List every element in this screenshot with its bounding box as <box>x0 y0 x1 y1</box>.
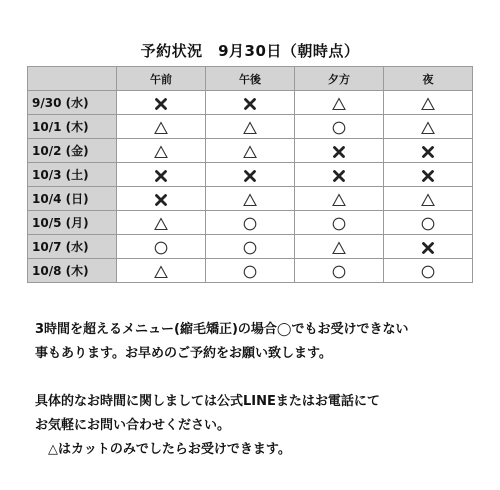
slot-cell <box>117 139 206 163</box>
slot-cell <box>295 211 384 235</box>
row-date: 10/4 (日) <box>28 187 117 211</box>
triangle-mark-icon <box>243 193 257 207</box>
slot-cell <box>117 91 206 115</box>
cross-mark-icon <box>332 145 346 159</box>
triangle-mark-icon <box>154 145 168 159</box>
column-header <box>28 67 117 91</box>
slot-cell <box>384 139 473 163</box>
table-row <box>28 115 473 139</box>
circle-mark-icon <box>243 241 257 255</box>
table-row <box>28 139 473 163</box>
reservation-table <box>27 66 473 283</box>
cross-mark-icon <box>243 169 257 183</box>
slot-cell <box>206 187 295 211</box>
notice-line: 3時間を超えるメニュー(縮毛矯正)の場合◯でもお受けできない <box>35 322 409 337</box>
slot-cell <box>384 187 473 211</box>
circle-mark-icon <box>332 217 346 231</box>
row-date: 10/7 (水) <box>28 235 117 259</box>
notice-line: 事もあります。お早めのご予約をお願い致します。 <box>35 346 332 361</box>
triangle-mark-icon <box>154 265 168 279</box>
slot-cell <box>117 259 206 283</box>
slot-cell <box>384 115 473 139</box>
slot-cell <box>295 115 384 139</box>
circle-mark-icon <box>243 265 257 279</box>
table-row <box>28 211 473 235</box>
slot-cell <box>384 211 473 235</box>
cross-mark-icon <box>421 145 435 159</box>
row-date: 10/8 (木) <box>28 259 117 283</box>
cross-mark-icon <box>421 169 435 183</box>
slot-cell <box>117 235 206 259</box>
triangle-mark-icon <box>243 145 257 159</box>
row-date: 10/2 (金) <box>28 139 117 163</box>
table-row <box>28 187 473 211</box>
triangle-mark-icon <box>243 121 257 135</box>
slot-cell <box>206 235 295 259</box>
triangle-mark-icon <box>332 193 346 207</box>
slot-cell <box>295 91 384 115</box>
circle-mark-icon <box>332 265 346 279</box>
table-row <box>28 235 473 259</box>
circle-mark-icon <box>243 217 257 231</box>
slot-cell <box>117 187 206 211</box>
slot-cell <box>206 211 295 235</box>
slot-cell <box>295 163 384 187</box>
slot-cell <box>117 115 206 139</box>
triangle-mark-icon <box>421 193 435 207</box>
slot-cell <box>206 139 295 163</box>
triangle-mark-icon <box>332 241 346 255</box>
column-header-morning: 午前 <box>117 67 206 91</box>
slot-cell <box>206 115 295 139</box>
triangle-mark-icon <box>154 217 168 231</box>
row-date: 10/5 (月) <box>28 211 117 235</box>
slot-cell <box>295 139 384 163</box>
notice-line: お気軽にお問い合わせください。 <box>35 418 231 433</box>
row-date: 10/1 (木) <box>28 115 117 139</box>
notice-paragraph-2 <box>35 390 495 462</box>
notice-paragraph-1 <box>35 318 495 366</box>
slot-cell <box>384 235 473 259</box>
table-row <box>28 91 473 115</box>
slot-cell <box>206 91 295 115</box>
cross-mark-icon <box>243 97 257 111</box>
slot-cell <box>117 211 206 235</box>
cross-mark-icon <box>154 193 168 207</box>
slot-cell <box>117 163 206 187</box>
table-row <box>28 163 473 187</box>
slot-cell <box>206 259 295 283</box>
circle-mark-icon <box>332 121 346 135</box>
triangle-mark-icon <box>421 121 435 135</box>
column-header-evening: 夕方 <box>295 67 384 91</box>
table-header-row <box>28 67 473 91</box>
column-header-afternoon: 午後 <box>206 67 295 91</box>
circle-mark-icon <box>154 241 168 255</box>
column-header-night: 夜 <box>384 67 473 91</box>
page-title: 予約状況 9月30日（朝時点） <box>140 42 360 60</box>
cross-mark-icon <box>421 241 435 255</box>
triangle-mark-icon <box>154 121 168 135</box>
cross-mark-icon <box>154 97 168 111</box>
triangle-mark-icon <box>421 97 435 111</box>
row-date: 9/30 (水) <box>28 91 117 115</box>
circle-mark-icon <box>421 217 435 231</box>
circle-mark-icon <box>421 265 435 279</box>
slot-cell <box>295 259 384 283</box>
triangle-mark-icon <box>332 97 346 111</box>
slot-cell <box>206 163 295 187</box>
slot-cell <box>384 91 473 115</box>
slot-cell <box>384 259 473 283</box>
slot-cell <box>295 187 384 211</box>
table-row <box>28 259 473 283</box>
row-date: 10/3 (土) <box>28 163 117 187</box>
notice-line: 具体的なお時間に関しましては公式LINEまたはお電話にて <box>35 394 380 409</box>
slot-cell <box>384 163 473 187</box>
cross-mark-icon <box>154 169 168 183</box>
slot-cell <box>295 235 384 259</box>
cross-mark-icon <box>332 169 346 183</box>
notice-line: △はカットのみでしたらお受けできます。 <box>35 442 291 457</box>
